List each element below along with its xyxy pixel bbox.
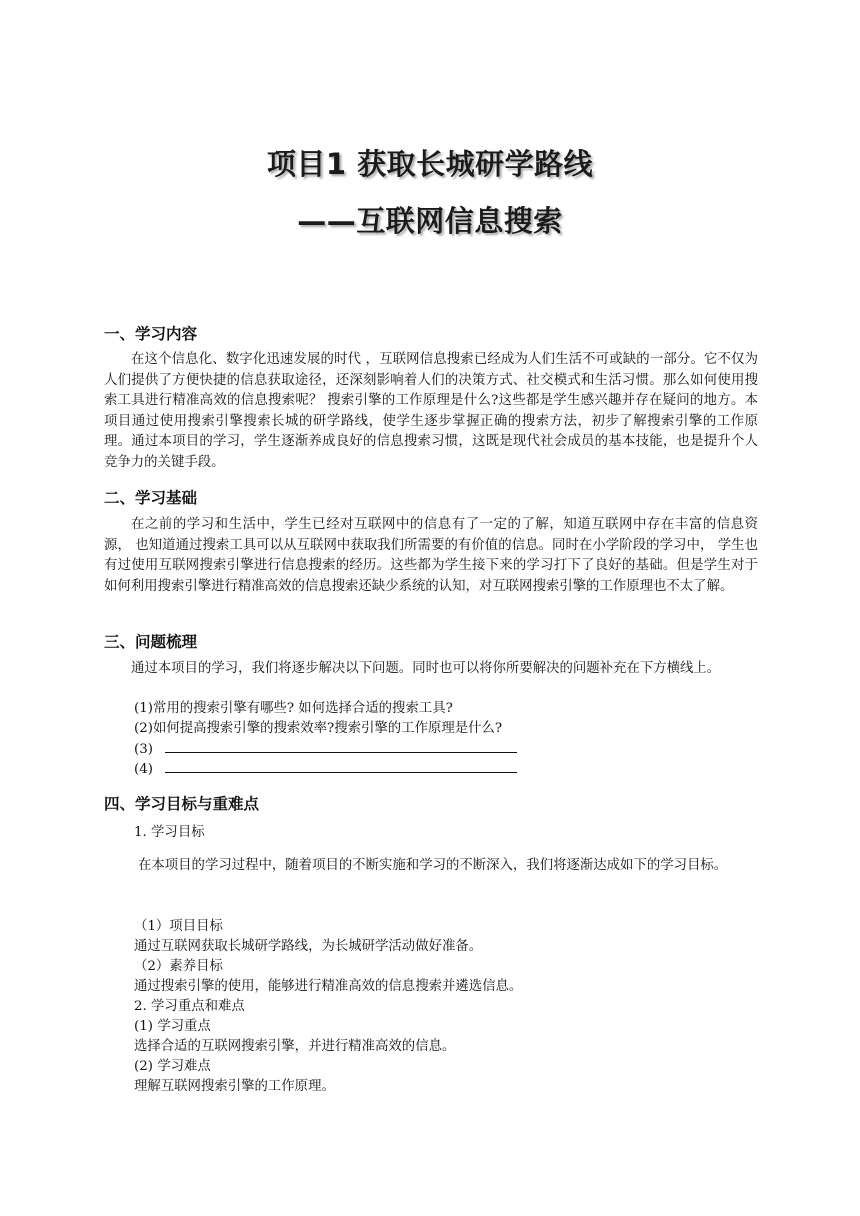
question-item-blank — [134, 759, 517, 780]
question-item-blank — [134, 739, 517, 760]
section-heading-foundation: 二、学习基础 — [104, 489, 198, 507]
section-paragraph-questions: 通过本项目的学习，我们将逐步解决以下问题。同时也可以将你所要解决的问题补充在下方横线上。 — [131, 661, 721, 676]
key-point-label: (1) 学习重点 — [134, 1019, 211, 1034]
section-paragraph-foundation: 在之前的学习和生活中，学生已经对互联网中的信息有了一定的了解，知道互联网中存在丰富的信息资源， 也知道通过搜索工具可以从互联网中获取我们所需要的有价值的信息。同时在小学阶段的学习中， 学生也有过使用互联网搜索引擎进行信息搜索的经历。这些都为学生接下来的学习打下了良好的基础。但是学生对于如何利用搜索引擎进行精准高效的信息搜索还缺少系统的认知，对互联网搜索引擎的工作原理也不太了解。 — [104, 517, 758, 594]
key-point-text: 选择合适的互联网搜索引擎，并进行精准高效的信息。 — [134, 1039, 456, 1054]
question-number: (4) — [134, 762, 153, 777]
goal-label-literacy: （2）素养目标 — [134, 959, 223, 974]
difficulty-text: 理解互联网搜索引擎的工作原理。 — [134, 1079, 335, 1094]
question-item: (1)常用的搜索引擎有哪些? 如何选择合适的搜索工具? — [134, 701, 453, 716]
goal-text-literacy: 通过搜索引擎的使用，能够进行精准高效的信息搜索并遴选信息。 — [134, 979, 523, 994]
answer-blank-line — [165, 759, 517, 773]
section-paragraph-content: 在这个信息化、数字化迅速发展的时代 ，互联网信息搜索已经成为人们生活不可或缺的一部分。它不仅为人们提供了方便快捷的信息获取途径，还深刻影响着人们的决策方式、社交模式和生活习惯。那么如何使用搜索工具进行精准高效的信息搜索呢？ 搜索引擎的工作原理是什么?这些都是学生感兴趣并存在疑问的地方。本项目通过使用搜索引擎搜索长城的研学路线，使学生逐步掌握正确的搜索方法，初步了解搜索引擎的工作原理。通过本项目的学习，学生逐渐养成良好的信息搜索习惯，这既是现代社会成员的基本技能，也是提升个人竞争力的关键手段。 — [104, 352, 758, 470]
document-title: 项目1 获取长城研学路线 — [266, 147, 594, 181]
subheading-goals: 1. 学习目标 — [134, 825, 205, 840]
subheading-key-points: 2. 学习重点和难点 — [134, 999, 245, 1014]
document-subtitle: ——互联网信息搜索 — [297, 204, 563, 238]
goal-label-project: （1）项目目标 — [134, 919, 223, 934]
question-number: (3) — [134, 742, 153, 757]
question-item: (2)如何提高搜索引擎的搜索效率?搜索引擎的工作原理是什么? — [134, 721, 503, 736]
section-heading-goals: 四、学习目标与重难点 — [104, 795, 260, 813]
difficulty-label: (2) 学习难点 — [134, 1059, 211, 1074]
answer-blank-line — [165, 739, 517, 753]
section-heading-content: 一、学习内容 — [104, 325, 198, 343]
section-heading-questions: 三、问题梳理 — [104, 633, 198, 651]
goal-text-project: 通过互联网获取长城研学路线，为长城研学活动做好准备。 — [134, 939, 483, 954]
goals-paragraph: 在本项目的学习过程中，随着项目的不断实施和学习的不断深入，我们将逐渐达成如下的学习目标。 — [138, 858, 728, 873]
